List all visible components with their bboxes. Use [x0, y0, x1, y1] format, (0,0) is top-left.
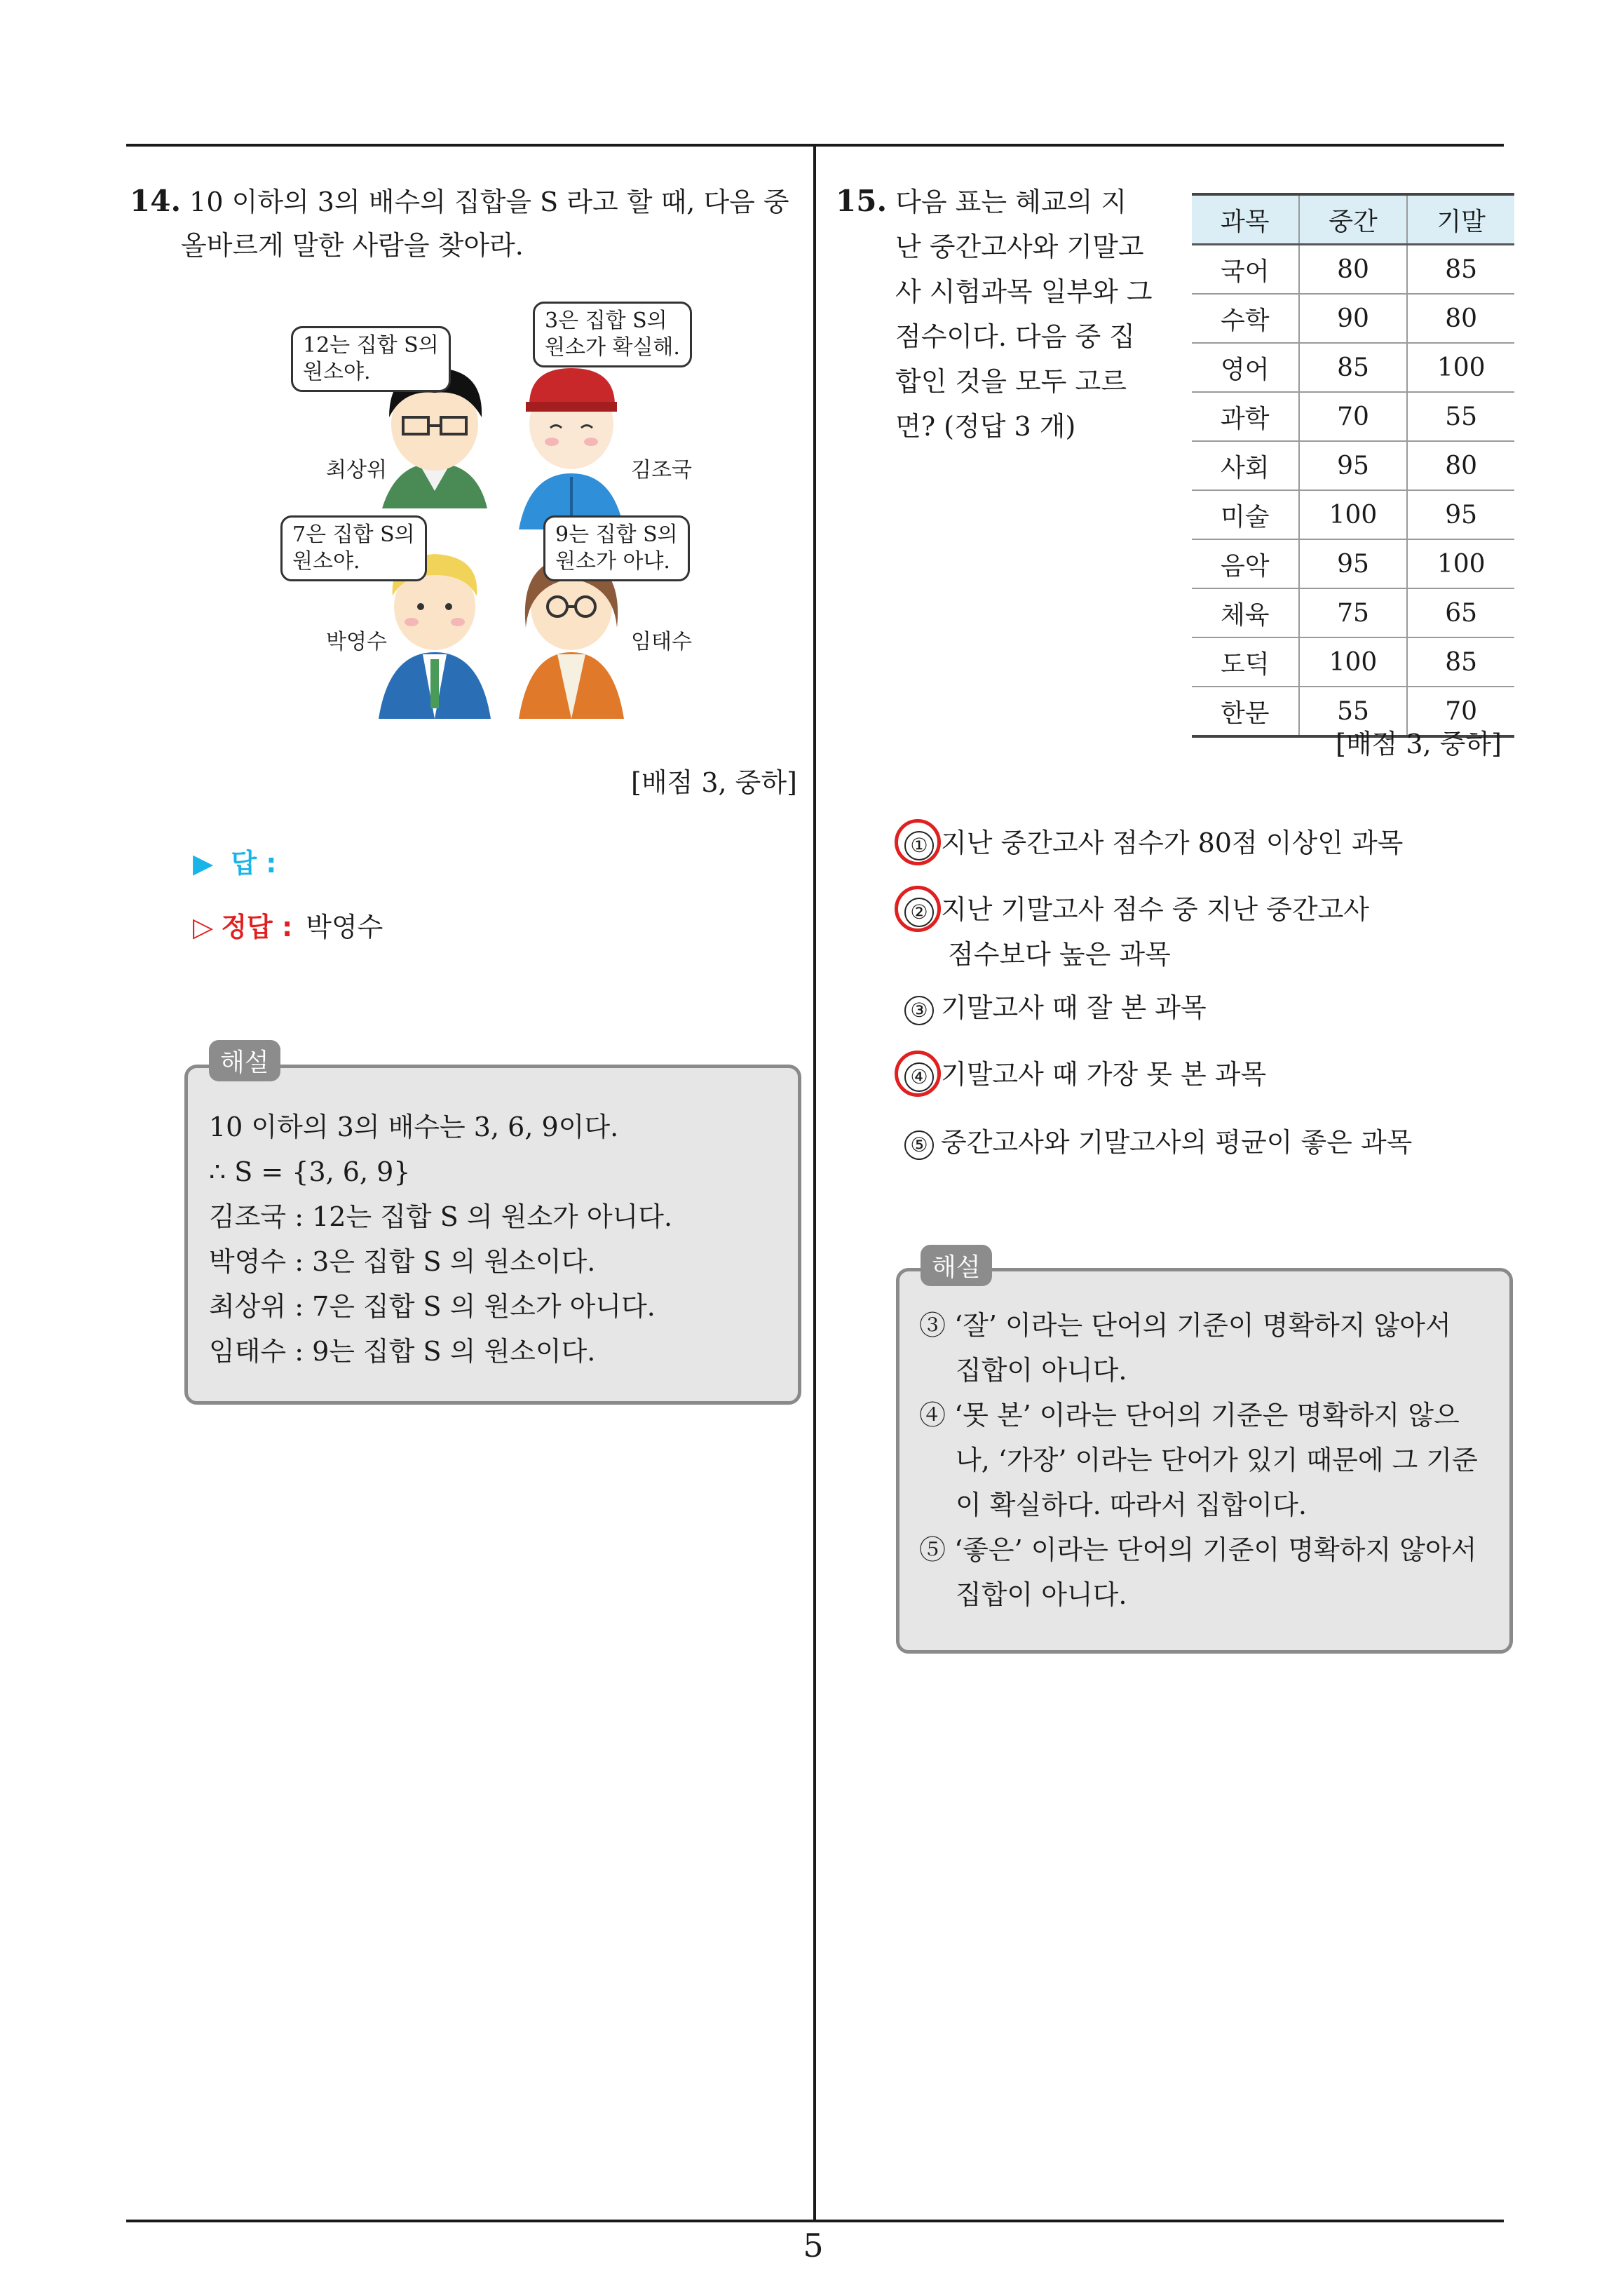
q14-text-line2: 올바르게 말한 사람을 찾아라.: [181, 230, 524, 261]
q15-expl-line: ④ ‘못 본’ 이라는 단어의 기준은 명확하지 않으: [919, 1400, 1460, 1431]
choice-number: ②: [904, 898, 934, 927]
page-number: 5: [803, 2227, 824, 2264]
q15-number: 15.: [836, 184, 888, 218]
q15-expl-line: 이 확실하다. 따라서 집합이다.: [956, 1490, 1307, 1520]
q14-points: [배점 3, 중하]: [631, 767, 797, 798]
table-row: 음악 95 100: [1192, 539, 1514, 588]
table-row: 체육 75 65: [1192, 588, 1514, 637]
q14-text-line1: 10 이하의 3의 배수의 집합을 S 라고 할 때, 다음 중: [189, 187, 789, 217]
q14-expl-line: 박영수 : 3은 집합 S 의 원소이다.: [209, 1246, 596, 1277]
q15-question: [836, 179, 1158, 449]
q14-answer-row: [193, 842, 276, 880]
choice-2[interactable]: ② 지난 기말고사 점수 중 지난 중간고사 점수보다 높은 과목: [904, 887, 1369, 977]
selected-mark-icon: [895, 886, 941, 932]
table-row: 과학 70 55: [1192, 392, 1514, 441]
choice-number: ④: [904, 1062, 934, 1092]
selected-mark-icon: [895, 819, 941, 865]
name-lim: 임태수: [631, 630, 692, 654]
correct-label: 정답 :: [221, 912, 293, 943]
choice-3[interactable]: ③ 기말고사 때 잘 본 과목: [904, 985, 1207, 1030]
correct-arrow-icon: ▷: [193, 912, 214, 943]
speech-bubble-choi: 12는 집합 S의 원소야.: [291, 326, 451, 392]
q15-text-line: 다음 표는 혜교의 지: [895, 187, 1127, 217]
choice-4[interactable]: ④ 기말고사 때 가장 못 본 과목: [904, 1052, 1266, 1097]
correct-value: 박영수: [306, 912, 383, 943]
q15-points: [배점 3, 중하]: [1336, 729, 1502, 759]
answer-label: 답 :: [231, 848, 277, 879]
answer-arrow-icon: ▶: [193, 848, 214, 879]
table-header: 기말: [1407, 194, 1514, 245]
table-header: 과목: [1192, 194, 1299, 245]
choice-number: ③: [904, 996, 934, 1025]
q15-text-line: 면? (정답 3 개): [895, 411, 1076, 442]
q14-expl-line: 최상위 : 7은 집합 S 의 원소가 아니다.: [209, 1291, 656, 1322]
q14-correct-row: [193, 905, 383, 950]
name-choi: 최상위: [326, 458, 387, 482]
q15-expl-line: 나, ‘가장’ 이라는 단어가 있기 때문에 그 기준: [956, 1445, 1478, 1475]
table-row: 수학 90 80: [1192, 294, 1514, 343]
selected-mark-icon: [895, 1051, 941, 1097]
column-divider: [813, 145, 816, 2221]
speech-bubble-park: 7은 집합 S의 원소야.: [280, 515, 427, 581]
choice-5[interactable]: ⑤ 중간고사와 기말고사의 평균이 좋은 과목: [904, 1120, 1412, 1165]
table-row: 미술 100 95: [1192, 490, 1514, 539]
q14-question: [130, 179, 803, 224]
table-header: 중간: [1299, 194, 1408, 245]
table-row: 한문 55 70: [1192, 687, 1514, 736]
choice-number: ⑤: [904, 1130, 934, 1160]
bottom-rule: [126, 2220, 1504, 2222]
speech-bubble-kim: 3은 집합 S의 원소가 확실해.: [533, 302, 692, 367]
q15-expl-line: ⑤ ‘좋은’ 이라는 단어의 기준이 명확하지 않아서: [919, 1534, 1477, 1565]
q14-expl-line: 김조국 : 12는 집합 S 의 원소가 아니다.: [209, 1201, 673, 1232]
q15-explanation-box: [896, 1268, 1513, 1654]
q15-text-line: 합인 것을 모두 고르: [895, 366, 1127, 397]
choice-1[interactable]: ① 지난 중간고사 점수가 80점 이상인 과목: [904, 821, 1403, 865]
q14-number: 14.: [130, 184, 182, 218]
table-row: 도덕 100 85: [1192, 637, 1514, 687]
speech-bubble-lim: 9는 집합 S의 원소가 아냐.: [543, 515, 690, 581]
q15-text-line: 점수이다. 다음 중 집: [895, 321, 1135, 352]
q15-expl-line: 집합이 아니다.: [956, 1355, 1127, 1386]
q15-text-line: 사 시험과목 일부와 그: [895, 276, 1153, 307]
q14-explanation-tag: 해설: [209, 1040, 280, 1081]
q15-explanation-tag: 해설: [921, 1245, 992, 1286]
person-kim-figure: [519, 368, 624, 529]
choice-number: ①: [904, 831, 934, 860]
q15-expl-line: 집합이 아니다.: [956, 1579, 1127, 1610]
q14-explanation-box: [184, 1065, 801, 1405]
q14-expl-line: 10 이하의 3의 배수는 3, 6, 9이다.: [209, 1112, 619, 1142]
q14-expl-line: 임태수 : 9는 집합 S 의 원소이다.: [209, 1336, 596, 1367]
q15-text-line: 난 중간고사와 기말고: [895, 231, 1144, 262]
name-kim: 김조국: [631, 458, 692, 482]
table-row: 사회 95 80: [1192, 441, 1514, 490]
q15-expl-line: ③ ‘잘’ 이라는 단어의 기준이 명확하지 않아서: [919, 1310, 1451, 1341]
q14-expl-line: ∴ S = {3, 6, 9}: [209, 1156, 411, 1187]
name-park: 박영수: [326, 630, 387, 654]
table-row: 국어 80 85: [1192, 245, 1514, 295]
table-header-row: [1192, 194, 1514, 245]
table-row: 영어 85 100: [1192, 343, 1514, 392]
score-table: [1192, 193, 1514, 738]
